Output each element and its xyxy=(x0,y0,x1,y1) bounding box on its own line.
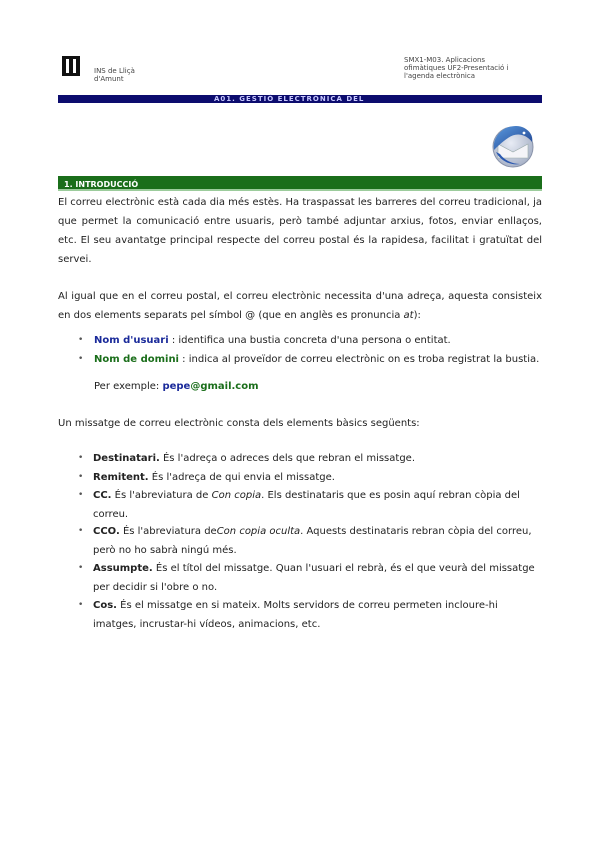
example-user: pepe xyxy=(162,381,191,392)
school-logo-icon xyxy=(61,55,81,77)
element-term: CC. xyxy=(93,490,112,501)
school-name-line2: d'Amunt xyxy=(94,75,124,83)
address-item-desc: : indica al proveïdor de correu electrònic on es troba registrat la bustia. xyxy=(179,354,540,365)
element-desc: És l'adreça de qui envia el missatge. xyxy=(148,472,335,483)
element-term: Cos. xyxy=(93,600,117,611)
element-italic: Con copia oculta xyxy=(216,526,301,537)
example-domain: @gmail.com xyxy=(190,381,259,392)
address-item-term: Nom d'usuari xyxy=(94,335,169,346)
school-name xyxy=(94,67,135,83)
module-line1: SMX1-M03. Aplicacions xyxy=(404,56,486,64)
element-desc: És el missatge en si mateix. Molts servidors de correu permeten incloure-hi imatges, incrustar-hi vídeos, animacions, etc. xyxy=(93,600,498,630)
bullet-icon: • xyxy=(78,335,84,345)
module-line3: l'agenda electrònica xyxy=(404,72,475,80)
element-desc: És el títol del missatge. Quan l'usuari el rebrà, és el que veurà del missatge per decidir si l'obre o no. xyxy=(93,563,535,593)
bullet-icon: • xyxy=(78,563,84,573)
module-info xyxy=(404,56,508,80)
address-item-term: Nom de domini xyxy=(94,354,179,365)
address-item-desc: : identifica una bustia concreta d'una persona o entitat. xyxy=(168,335,451,346)
element-after: . Els destinataris que es posin aquí rebran còpia del correu. xyxy=(93,490,520,520)
bullet-icon: • xyxy=(78,600,84,610)
section-header xyxy=(58,176,542,189)
bullet-icon: • xyxy=(78,453,84,463)
bullet-icon: • xyxy=(78,354,84,364)
address-paragraph xyxy=(58,287,542,325)
element-desc: És l'abreviatura de xyxy=(111,490,212,501)
elements-intro: Un missatge de correu electrònic consta dels elements bàsics següents: xyxy=(58,418,420,429)
section-title: 1. INTRODUCCIÓ xyxy=(64,180,139,189)
school-name-line1: INS de Lliçà xyxy=(94,67,135,75)
bullet-icon: • xyxy=(78,472,84,482)
element-desc: És l'abreviatura de xyxy=(119,526,217,537)
bullet-icon: • xyxy=(78,526,84,536)
title-banner xyxy=(58,95,542,103)
element-term: Assumpte. xyxy=(93,563,153,574)
example-line xyxy=(94,377,259,396)
module-line2: ofimàtiques UF2-Presentació i xyxy=(404,64,509,72)
element-after: . Aquests destinataris rebran còpia del correu, però no ho sabrà ningú més. xyxy=(93,526,532,556)
element-desc: És l'adreça o adreces dels que rebran el missatge. xyxy=(159,453,415,464)
element-term: Remitent. xyxy=(93,472,149,483)
section-underline xyxy=(58,189,542,191)
element-term: CCO. xyxy=(93,526,120,537)
bullet-icon: • xyxy=(78,490,84,500)
address-paragraph-italic: at xyxy=(403,310,414,321)
example-label: Per exemple: xyxy=(94,381,163,392)
thunderbird-logo-icon xyxy=(486,120,538,172)
address-paragraph-text: Al igual que en el correu postal, el correu electrònic necessita d'una adreça, aquesta consisteix en dos elements separats pel símbol @ (que en anglès es pronuncia xyxy=(58,291,542,321)
element-term: Destinatari. xyxy=(93,453,160,464)
intro-paragraph: El correu electrònic està cada dia més estès. Ha traspassat les barreres del correu tradicional, ja que permet la comunicació entre usuaris, però també adjuntar arxius, fotos, enviar enllaços, etc. El seu avantatge principal respecte del correu postal és la rapidesa, facilitat i gratuïtat del servei. xyxy=(58,197,542,265)
address-paragraph-end: ): xyxy=(413,310,421,321)
banner-title: A01. GESTIÓ ELECTRÒNICA DEL xyxy=(214,95,365,103)
element-italic: Con copia xyxy=(211,490,262,501)
